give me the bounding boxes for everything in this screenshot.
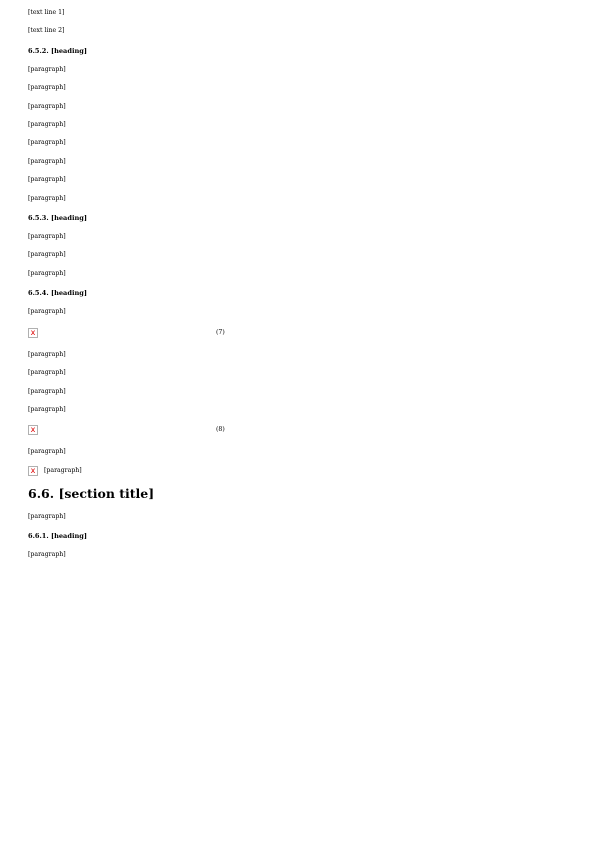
- section-heading-6-5-4: 6.5.4. [heading]: [28, 289, 87, 298]
- broken-image-icon: x: [28, 328, 38, 338]
- section-heading-6-6-1: 6.6.1. [heading]: [28, 532, 87, 541]
- formula-8-legend: [28, 466, 567, 476]
- section-heading-6-5-2: 6.5.2. [heading]: [28, 46, 87, 55]
- paragraph: [paragraph]: [28, 350, 66, 358]
- formula-image-8: [28, 423, 148, 437]
- text-line: [text line 2]: [28, 27, 65, 35]
- formula-number-8: (8): [216, 426, 225, 434]
- formula-image-7: [28, 326, 148, 340]
- paragraph: [paragraph]: [28, 233, 66, 241]
- paragraph: [paragraph]: [28, 308, 66, 316]
- paragraph: [paragraph]: [28, 405, 66, 413]
- paragraph: [paragraph]: [28, 121, 66, 129]
- paragraph: [paragraph]: [28, 448, 66, 456]
- broken-image-icon: x: [28, 425, 38, 435]
- formula-number-7: (7): [216, 328, 225, 336]
- formula-7: [28, 326, 567, 340]
- broken-image-icon: x: [28, 466, 38, 476]
- section-heading-6-5-3: 6.5.3. [heading]: [28, 214, 87, 223]
- paragraph: [paragraph]: [28, 269, 66, 277]
- paragraph: [paragraph]: [28, 157, 66, 165]
- formula-8: [28, 423, 567, 437]
- section-title-6-6: 6.6. [section title]: [28, 485, 155, 501]
- paragraph: [paragraph]: [28, 139, 66, 147]
- text-line: [text line 1]: [28, 9, 65, 16]
- paragraph: [paragraph]: [28, 194, 66, 202]
- paragraph: [paragraph]: [28, 84, 66, 92]
- paragraph: [paragraph]: [28, 369, 66, 377]
- paragraph: [paragraph]: [44, 467, 82, 475]
- paragraph: [paragraph]: [28, 251, 66, 259]
- paragraph: [paragraph]: [28, 65, 66, 73]
- paragraph: [paragraph]: [28, 551, 66, 559]
- paragraph: [paragraph]: [28, 102, 66, 110]
- paragraph: [paragraph]: [28, 512, 66, 520]
- paragraph: [paragraph]: [28, 176, 66, 184]
- paragraph: [paragraph]: [28, 387, 66, 395]
